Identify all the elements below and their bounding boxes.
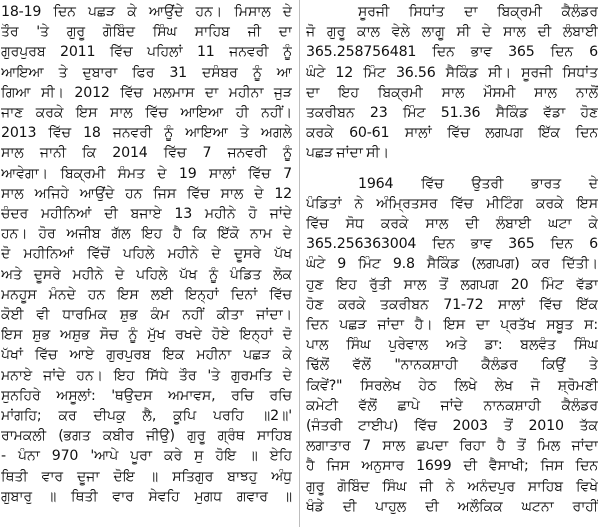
text-line: ਸਾਲ ਜਾਨੀ ਕਿ 2014 ਵਿੱਚ 7 ਜਨਵਰੀ ਨੂੰ xyxy=(1,145,292,162)
text-line: ਮਾਂਗਹਿ; ਕਰ ਦੀਪਕੁ ਲੈ, ਕੂਪਿ ਪਰਹਿ ॥2॥' xyxy=(1,408,292,425)
column-divider xyxy=(299,0,300,527)
article-column-left xyxy=(1,2,292,527)
text-line: 2013 ਵਿੱਚ 18 ਜਨਵਰੀ ਨੂੰ ਆਇਆ ਤੇ ਅਗਲੇ xyxy=(1,125,292,142)
paragraph-calendar-history xyxy=(306,2,598,164)
text-line: ਪੱਖਾਂ ਵਿੱਚ ਆਏ ਗੁਰਪੁਰਬ ਇਕ ਮਹੀਨਾ ਪਛੜ ਕੇ xyxy=(1,347,292,364)
text-line: ਪਾਲ ਸਿੰਘ ਪੁਰੇਵਾਲ ਅਤੇ ਡਾ: ਬਲਵੰਤ ਸਿੰਘ xyxy=(306,337,598,354)
text-line: ਘੰਟੇ 12 ਮਿੰਟ 36.56 ਸੈਕਿੰਡ ਸੀ। ਸੂਰਜੀ ਸਿਧਾਂਤ xyxy=(306,64,598,81)
text-line: 1964 ਵਿੱਚ ਉਤਰੀ ਭਾਰਤ ਦੇ xyxy=(358,175,598,192)
text-line: ਤੌਰ 'ਤੇ ਗੁਰੂ ਗੋਬਿੰਦ ਸਿੰਘ ਸਾਹਿਬ ਜੀ ਦਾ xyxy=(1,24,292,41)
text-line: ਹਨ। ਹੋਰ ਅਜੀਬ ਗੱਲ ਇਹ ਹੈ ਕਿ ਇੱਕੋ ਨਾਮ ਦੇ xyxy=(1,226,292,243)
text-line: 365.256363004 ਦਿਨ ਭਾਵ 365 ਦਿਨ 6 xyxy=(306,236,598,253)
text-line: ਕਿਵੇਂ?" ਸਿਰਲੇਖ ਹੇਠ ਲਿਖੇ ਲੇਖ ਜੋ ਸ਼੍ਰੋਮਣੀ xyxy=(306,377,598,394)
text-line: ਕਰਕੇ 60-61 ਸਾਲਾਂ ਵਿੱਚ ਲਗਪਗ ਇੱਕ ਦਿਨ xyxy=(306,125,598,142)
text-line: ਆਇਆ ਤੇ ਦੁਬਾਰਾ ਫਿਰ 31 ਦਸੰਬਰ ਨੂੰ ਆ xyxy=(1,64,292,81)
text-line: ਮਨਾਏ ਜਾਂਦੇ ਹਨ। ਇਹ ਸਿੱਧੇ ਤੌਰ 'ਤੇ ਗੁਰਮਤਿ ਦੇ xyxy=(1,367,292,384)
text-line: ਘੰਟੇ 9 ਮਿੰਟ 9.8 ਸੈਕਿੰਡ (ਲਗਪਗ) ਕਰ ਦਿੱਤੀ। xyxy=(306,256,598,273)
text-line: ਜੋ ਗੁਰੂ ਕਾਲ ਵੇਲੇ ਲਾਗੂ ਸੀ ਦੇ ਸਾਲ ਦੀ ਲੰਬਾਈ xyxy=(306,24,598,41)
text-line: ਵਿੱਚ ਸੋਧ ਕਰਕੇ ਸਾਲ ਦੀ ਲੰਬਾਈ ਘਟਾ ਕੇ xyxy=(306,216,598,233)
text-line: ਢਿੱਲੋਂ ਵੱਲੋਂ "ਨਾਨਕਸ਼ਾਹੀ ਕੈਲੰਡਰ ਕਿਉਂ ਤੇ xyxy=(306,357,598,374)
text-line: ਕਮੇਟੀ ਵੱਲੋਂ ਛਾਪੇ ਜਾਂਦੇ ਨਾਨਕਸ਼ਾਹੀ ਕੈਲੰਡਰ xyxy=(306,397,598,414)
text-line: ਦੋ ਮਹੀਨਿਆਂ ਵਿੱਚੋਂ ਪਹਿਲੇ ਮਹੀਨੇ ਦੇ ਦੂਸਰੇ ਪੱਖ xyxy=(1,246,292,263)
text-line: ਥਿਤੀ ਵਾਰ ਦੂਜਾ ਦੋਇ ॥ ਸਤਿਗੁਰ ਬਾਝਹੁ ਅੰਧੁ xyxy=(1,468,292,485)
text-line: - ਪੰਨਾ 970 'ਆਪੇ ਪੂਰਾ ਕਰੇ ਸੁ ਹੋਇ ॥ ਏਹਿ xyxy=(1,448,292,465)
text-line: ਹੈ ਜਿਸ ਅਨੁਸਾਰ 1699 ਦੀ ਵੈਸਾਖੀ; ਜਿਸ ਦਿਨ xyxy=(306,458,598,475)
text-line: ਸੂਰਜੀ ਸਿਧਾਂਤ ਦਾ ਬਿਕ੍ਰਮੀ ਕੈਲੰਡਰ xyxy=(358,4,598,20)
text-line: ਲਗਾਤਾਰ 7 ਸਾਲ ਛਪਦਾ ਰਿਹਾ ਹੈ ਤੋਂ ਮਿਲ ਜਾਂਦਾ xyxy=(306,438,598,455)
text-line: ਮਨਹੂਸ ਮੰਨਦੇ ਹਨ ਇਸ ਲਈ ਇਨ੍ਹਾਂ ਦਿਨਾਂ ਵਿੱਚ xyxy=(1,286,292,303)
text-line: ਰਾਮਕਲੀ (ਭਗਤ ਕਬੀਰ ਜੀਉ) ਗੁਰੂ ਗ੍ਰੰਥ ਸਾਹਿਬ xyxy=(1,428,292,445)
text-line: 365.258756481 ਦਿਨ ਭਾਵ 365 ਦਿਨ 6 xyxy=(306,44,598,61)
text-line: ਗੁਬਾਰੁ ॥ ਥਿਤੀ ਵਾਰ ਸੇਵਹਿ ਮੁਗਧ ਗਵਾਰ ॥ xyxy=(1,488,292,505)
text-line: ਗਿਆ ਸੀ। 2012 ਵਿੱਚ ਮਲਮਾਸ ਦਾ ਮਹੀਨਾ ਜੁੜ xyxy=(1,84,292,101)
text-line: ਅਤੇ ਦੂਸਰੇ ਮਹੀਨੇ ਦੇ ਪਹਿਲੇ ਪੱਖ ਨੂੰ ਪੰਡਿਤ ਲੋਕ xyxy=(1,266,292,283)
text-line: ਤਕਰੀਬਨ 23 ਮਿੰਟ 51.36 ਸੈਕਿੰਡ ਵੱਡਾ ਹੋਣ xyxy=(306,105,598,122)
text-line: ਹੁਣ ਇਹ ਰੁੱਤੀ ਸਾਲ ਤੋਂ ਲਗਪਗ 20 ਮਿੰਟ ਵੱਡਾ xyxy=(306,276,598,293)
text-line: ਸੁਨਹਿਰੇ ਅਸੂਲਾਂ: 'ਥਉਦਸ ਅਮਾਵਸ, ਰਚਿ ਰਚਿ xyxy=(1,387,292,404)
paragraph-gap xyxy=(306,164,598,174)
text-line: ਗੁਰਪੁਰਬ 2011 ਵਿੱਚ ਪਹਿਲਾਂ 11 ਜਨਵਰੀ ਨੂੰ xyxy=(1,44,292,61)
text-line: ਹੋਣ ਕਰਕੇ ਤਕਰੀਬਨ 71-72 ਸਾਲਾਂ ਵਿੱਚ ਇੱਕ xyxy=(306,296,598,313)
text-line: ਕੋਈ ਵੀ ਧਾਰਮਿਕ ਸ਼ੁਭ ਕੰਮ ਨਹੀਂ ਕੀਤਾ ਜਾਂਦਾ। xyxy=(1,307,292,324)
text-line: ਖੰਡੇ ਦੀ ਪਾਹੁਲ ਦੀ ਅਲੌਕਿਕ ਘਟਨਾ ਰਾਹੀਂ xyxy=(306,498,598,515)
text-line: ਦਿਨ ਪਛੜ ਜਾਂਦਾ ਹੈ। ਇਸ ਦਾ ਪ੍ਰਤੱਖ ਸਬੂਤ ਸ: xyxy=(306,317,598,334)
text-line: ਇਸ ਸ਼ੁਭ ਅਸ਼ੁਭ ਸੋਚ ਨੂੰ ਮੁੱਖ ਰਖਦੇ ਹੋਏ ਇਨ੍ਹਾਂ ਦੋ xyxy=(1,327,292,344)
text-line: ਜਾਣ ਕਰਕੇ ਇਸ ਸਾਲ ਵਿੱਚ ਆਇਆ ਹੀ ਨਹੀਂ। xyxy=(1,105,292,122)
text-line: ਗੁਰੂ ਗੋਬਿੰਦ ਸਿੰਘ ਜੀ ਨੇ ਅਨੰਦਪੁਰ ਸਾਹਿਬ ਵਿਖੇ xyxy=(306,478,598,495)
text-line: (ਜੰਤਰੀ ਟਾਈਪ) ਵਿੱਚ 2003 ਤੋਂ 2010 ਤੱਕ xyxy=(306,418,598,435)
text-line: 18-19 ਦਿਨ ਪਛੜ ਕੇ ਆਉਂਦੇ ਹਨ। ਮਿਸਾਲ ਦੇ xyxy=(1,4,292,20)
text-line: ਪੰਡਿਤਾਂ ਨੇ ਅੰਮ੍ਰਿਤਸਰ ਵਿੱਚ ਮੀਟਿੰਗ ਕਰਕੇ ਇਸ xyxy=(306,195,598,212)
text-line: ਪਛੜ ਜਾਂਦਾ ਸੀ। xyxy=(306,145,389,162)
text-line: ਸਾਲ ਅਜਿਹੇ ਆਉਂਦੇ ਹਨ ਜਿਸ ਵਿੱਚ ਸਾਲ ਦੇ 12 xyxy=(1,185,292,202)
text-line: ਦਾ ਇਹ ਬਿਕ੍ਰਮੀ ਸਾਲ ਮੌਸਮੀ ਸਾਲ ਨਾਲੋਂ xyxy=(306,84,598,101)
text-line: ਚੰਦਰ ਮਹੀਨਿਆਂ ਦੀ ਬਜਾਏ 13 ਮਹੀਨੇ ਹੋ ਜਾਂਦੇ xyxy=(1,206,292,223)
paragraph-1964-revision xyxy=(306,174,598,517)
article-column-right xyxy=(306,2,598,527)
text-line: ਆਵੇਗਾ। ਬਿਕ੍ਰਮੀ ਸੰਮਤ ਦੇ 19 ਸਾਲਾਂ ਵਿੱਚ 7 xyxy=(1,165,292,182)
